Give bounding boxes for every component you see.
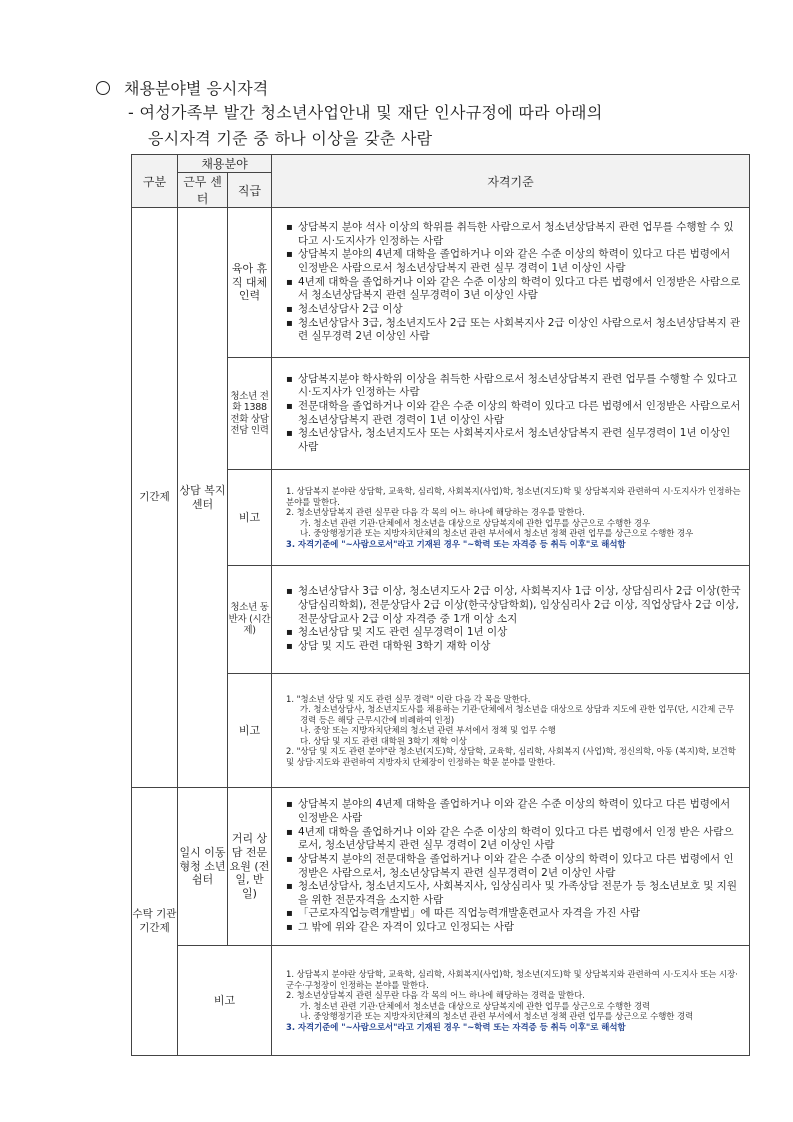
note-subitem: 다. 상담 및 지도 관련 대학원 3학기 재학 이상 [300, 735, 467, 746]
section-desc-line2: 응시자격 기준 중 하나 이상을 갖춘 사람 [148, 129, 433, 148]
note-subitem: 가. 청소년 관련 기관·단체에서 청소년을 대상으로 상담복지에 관한 업무를 상근으로 수행한 경력 [300, 1000, 651, 1011]
note-item-emphasis: 3. 자격기준에 "~사람으로서"라고 기재된 경우 "~학력 또는 자격증 등 취득 이후"로 해석함 [286, 1021, 626, 1032]
category-fixed-term: 기간제 [132, 208, 178, 788]
note-item: 1. 상담복지 분야란 상담학, 교육학, 심리학, 사회복지(사업)학, 청소년(지도)학 및 상담복지와 관련하여 시·도지사 또는 시장·군수·구청장이 인정하는 분야를 말한다. [286, 969, 738, 990]
criteria-cell [272, 208, 750, 358]
note-item: 1. 상담복지 분야란 상담학, 교육학, 심리학, 사회복지(사업)학, 청소년(지도)학 및 상담복지와 관련하여 시·도지사가 인정하는 분야를 말한다. [286, 486, 741, 507]
note-cell [272, 946, 750, 1056]
section-heading [96, 76, 268, 99]
section-desc-line1: - 여성가족부 발간 청소년사업안내 및 재단 인사규정에 따라 아래의 [128, 103, 603, 122]
note-item: 2. 청소년상담복지 관련 실무란 다음 각 목의 어느 하나에 해당하는 경력을 말한다. [286, 990, 585, 1000]
note-item: 1. "청소년 상담 및 지도 관련 실무 경력" 이란 다음 각 목을 말한다. [286, 693, 531, 704]
criteria-item: ▪ 상담복지 분야의 4년제 대학을 졸업하거나 이와 같은 수준 이상의 학력이 있다고 다른 법령에서 인정받은 사람으로서 청소년상담복지 관련 실무 경력이 1년 이상인 사람 [286, 248, 741, 275]
position-1388-phone: 청소년 전화 1388 전화 상담 전담 인력 [228, 358, 272, 470]
note-subitem: 가. 청소년상담사, 청소년지도사를 채용하는 기관·단체에서 청소년을 대상으로 상담과 지도에 관한 업무(단, 시간제 근무경력 등은 해당 근무시간에 비례하여 인정) [300, 704, 735, 725]
note-cell [272, 470, 750, 566]
criteria-item: ▪ 상담 및 지도 관련 대학원 3학기 재학 이상 [286, 640, 741, 654]
criteria-item: ▪ 상담복지 분야의 전문대학을 졸업하거나 이와 같은 수준 이상의 학력이 있다고 다른 법령에서 인정받은 사람으로서, 청소년상담복지 관련 실무경력이 2년 이상인 사람 [286, 853, 741, 880]
criteria-item: ▪ 상담복지분야 학사학위 이상을 취득한 사람으로서 청소년상담복지 관련 업무를 수행할 수 있다고 시·도지사가 인정하는 사람 [286, 373, 741, 400]
header-criteria: 자격기준 [272, 155, 750, 208]
circle-bullet-icon [96, 81, 110, 95]
center-counseling: 상담 복지 센터 [178, 208, 228, 788]
criteria-item: ▪ 청소년상담사, 청소년지도사, 사회복지사, 임상심리사 및 가족상담 전문가 등 청소년보호 및 지원을 위한 전문자격을 소지한 사람 [286, 880, 741, 907]
section-title: 채용분야별 응시자격 [124, 79, 269, 98]
position-parental-leave: 육아 휴직 대체 인력 [228, 208, 272, 358]
criteria-item: ▪ 그 밖에 위와 같은 자격이 있다고 인정되는 사람 [286, 921, 741, 935]
position-note: 비고 [228, 470, 272, 566]
criteria-cell [272, 566, 750, 674]
criteria-cell [272, 358, 750, 470]
position-street-counselor: 거리 상담 전문 요원 (전일, 반일) [228, 788, 272, 946]
position-note: 비고 [178, 946, 272, 1056]
note-item: 2. "상담 및 지도 관련 분야"란 청소년(지도)학, 상담학, 교육학, 심리학, 사회복지 (사업)학, 정신의학, 아동 (복지)학, 보건학 및 상담·지도와 관련하여 지방자치 단체장이 인정하는 학문 분야를 말한다. [286, 746, 736, 767]
header-position: 직급 [228, 173, 272, 208]
note-cell [272, 674, 750, 788]
position-youth-companion: 청소년 동반자 (시간제) [228, 566, 272, 674]
header-center: 근무 센터 [178, 173, 228, 208]
criteria-item: ▪ 청소년상담 및 지도 관련 실무경력이 1년 이상 [286, 626, 741, 640]
center-mobile-shelter: 일시 이동 형청 소년 쉼터 [178, 788, 228, 946]
qualification-table [131, 154, 750, 1056]
criteria-item: ▪ 「근로자직업능력개발법」에 따른 직업능력개발훈련교사 자격을 가진 사람 [286, 907, 741, 921]
note-subitem: 나. 중앙행정기관 또는 지방자치단체의 청소년 관련 부서에서 청소년 정책 관련 업무를 상근으로 수행한 경력 [300, 1011, 694, 1021]
position-note: 비고 [228, 674, 272, 788]
criteria-item: ▪ 전문대학을 졸업하거나 이와 같은 수준 이상의 학력이 있다고 다른 법령에서 인정받은 사람으로서 청소년상담복지 관련 경력이 1년 이상인 사람 [286, 400, 741, 427]
note-subitem: 가. 청소년 관련 기관·단체에서 청소년을 대상으로 상담복지에 관한 업무를 상근으로 수행한 경우 [300, 517, 651, 528]
criteria-cell [272, 788, 750, 946]
criteria-item: ▪ 청소년상담사, 청소년지도사 또는 사회복지사로서 청소년상담복지 관련 실무경력이 1년 이상인 사람 [286, 427, 741, 454]
criteria-item: ▪ 상담복지 분야 석사 이상의 학위를 취득한 사람으로서 청소년상담복지 관련 업무를 수행할 수 있다고 시·도지사가 인정하는 사람 [286, 221, 741, 248]
criteria-item: ▪ 4년제 대학을 졸업하거나 이와 같은 수준 이상의 학력이 있다고 다른 법령에서 인정받은 사람으로서 청소년상담복지 관련 실무경력이 3년 이상인 사람 [286, 276, 741, 303]
header-field: 채용분야 [178, 155, 272, 173]
criteria-item: ▪ 청소년상담사 3급 이상, 청소년지도사 2급 이상, 사회복지사 1급 이상, 상담심리사 2급 이상(한국상담심리학회), 전문상담사 2급 이상(한국상담학회), 임상심리사 2급 이상, 직업상담사 2급 이상, 전문상담교사 2급 이상 자격증 중 1개 이상 소지 [286, 585, 741, 626]
criteria-item: ▪ 상담복지 분야의 4년제 대학을 졸업하거나 이와 같은 수준 이상의 학력이 있다고 다른 법령에서 인정받은 사람 [286, 798, 741, 825]
note-subitem: 나. 중앙 또는 지방자치단체의 청소년 관련 부서에서 정책 및 업무 수행 [300, 725, 556, 736]
category-contracted-fixed-term: 수탁 기관 기간제 [132, 788, 178, 1056]
note-item: 2. 청소년상담복지 관련 실무란 다음 각 목의 어느 하나에 해당하는 경우를 말한다. [286, 507, 585, 517]
header-category: 구분 [132, 155, 178, 208]
criteria-item: ▪ 청소년상담사 3급, 청소년지도사 2급 또는 사회복지사 2급 이상인 사람으로서 청소년상담복지 관련 실무경력 2년 이상인 사람 [286, 317, 741, 344]
note-subitem: 나. 중앙행정기관 또는 지방자치단체의 청소년 관련 부서에서 청소년 정책 관련 업무를 상근으로 수행한 경우 [300, 528, 694, 538]
criteria-item: ▪ 청소년상담사 2급 이상 [286, 303, 741, 317]
note-item-emphasis: 3. 자격기준에 "~사람으로서"라고 기재된 경우 "~학력 또는 자격증 등 취득 이후"로 해석함 [286, 538, 626, 549]
criteria-item: ▪ 4년제 대학을 졸업하거나 이와 같은 수준 이상의 학력이 있다고 다른 법령에서 인정 받은 사람으로서, 청소년상담복지 관련 실무 경력이 2년 이상인 사람 [286, 826, 741, 853]
